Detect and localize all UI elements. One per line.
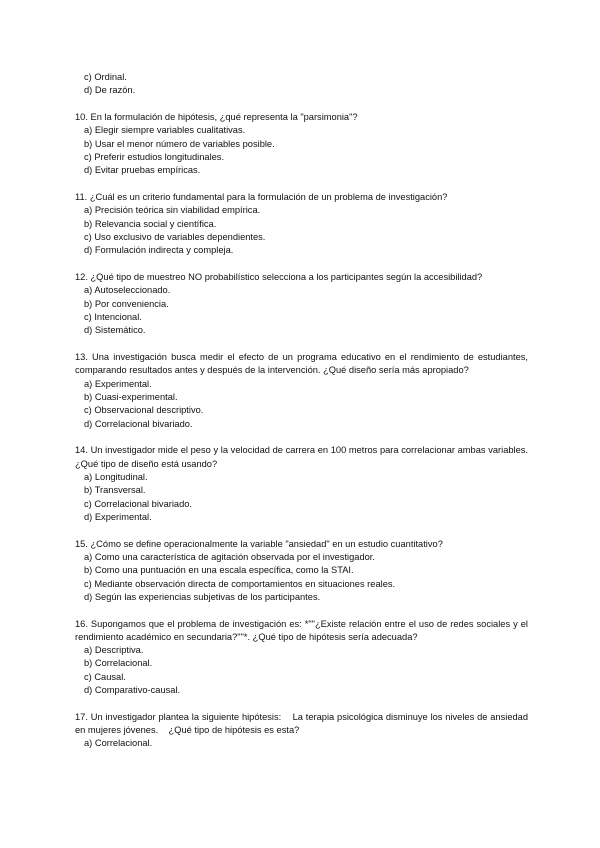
option: c) Ordinal. [84, 72, 127, 82]
option: a) Correlacional. [84, 738, 153, 749]
option: a) Descriptiva. [84, 645, 144, 656]
option: d) Experimental. [84, 511, 152, 522]
question-14 [75, 444, 528, 524]
option: d) Correlacional bivariado. [84, 418, 193, 429]
question-text: 14. Un investigador mide el peso y la velocidad de carrera en 100 metros para correlacionar ambas variables. ¿Qué tipo de diseño está usando? [75, 445, 528, 469]
question-15 [75, 538, 528, 604]
option: a) Longitudinal. [84, 471, 148, 482]
option: b) Usar el menor número de variables posible. [84, 138, 275, 149]
question-10 [75, 111, 528, 177]
option: b) Por conveniencia. [84, 298, 169, 309]
option: d) Evitar pruebas empíricas. [84, 165, 201, 176]
option: a) Como una característica de agitación observada por el investigador. [84, 551, 375, 562]
option: c) Uso exclusivo de variables dependientes. [84, 231, 266, 242]
option: c) Correlacional bivariado. [84, 498, 192, 509]
option: c) Preferir estudios longitudinales. [84, 151, 225, 162]
option: b) Transversal. [84, 485, 146, 496]
option: d) De razón. [84, 85, 136, 96]
option: a) Precisión teórica sin viabilidad empírica. [84, 205, 261, 216]
question-text: 13. Una investigación busca medir el efecto de un programa educativo en el rendimiento de estudiantes, comparando resultados antes y después de la intervención. ¿Qué diseño sería más apropiado? [75, 352, 528, 376]
option: d) Sistemático. [84, 325, 146, 336]
continued-options [75, 71, 528, 98]
option: c) Causal. [84, 671, 126, 682]
option: b) Relevancia social y científica. [84, 218, 217, 229]
option: b) Correlacional. [84, 658, 153, 669]
question-13 [75, 351, 528, 431]
option: c) Intencional. [84, 311, 142, 322]
option: b) Como una puntuación en una escala específica, como la STAI. [84, 565, 354, 576]
question-12 [75, 271, 528, 337]
option: c) Mediante observación directa de comportamientos en situaciones reales. [84, 578, 396, 589]
option: b) Cuasi-experimental. [84, 391, 178, 402]
document-page [75, 71, 531, 764]
question-text: 15. ¿Cómo se define operacionalmente la variable "ansiedad" en un estudio cuantitativo? [75, 538, 443, 549]
question-16 [75, 618, 528, 698]
question-text: 11. ¿Cuál es un criterio fundamental para la formulación de un problema de investigación? [75, 192, 448, 203]
question-text: 10. En la formulación de hipótesis, ¿qué representa la "parsimonia"? [75, 112, 358, 123]
question-11 [75, 191, 528, 257]
option: c) Observacional descriptivo. [84, 405, 204, 416]
question-text: 16. Supongamos que el problema de investigación es: *""¿Existe relación entre el uso de redes sociales y el rendimiento académico en secundaria?""*. ¿Qué tipo de hipótesis sería adecuada? [75, 618, 528, 642]
option: a) Experimental. [84, 378, 152, 389]
option: a) Autoseleccionado. [84, 285, 171, 296]
option: d) Comparativo-causal. [84, 685, 181, 696]
option: d) Según las experiencias subjetivas de los participantes. [84, 591, 321, 602]
question-text: 17. Un investigador plantea la siguiente hipótesis: La terapia psicológica disminuye los niveles de ansiedad en mujeres jóvenes. ¿Qué tipo de hipótesis es esta? [75, 711, 531, 736]
question-17 [75, 711, 531, 751]
option: a) Elegir siempre variables cualitativas. [84, 125, 246, 136]
question-text: 12. ¿Qué tipo de muestreo NO probabilístico selecciona a los participantes según la accesibilidad? [75, 272, 483, 283]
option: d) Formulación indirecta y compleja. [84, 245, 234, 256]
